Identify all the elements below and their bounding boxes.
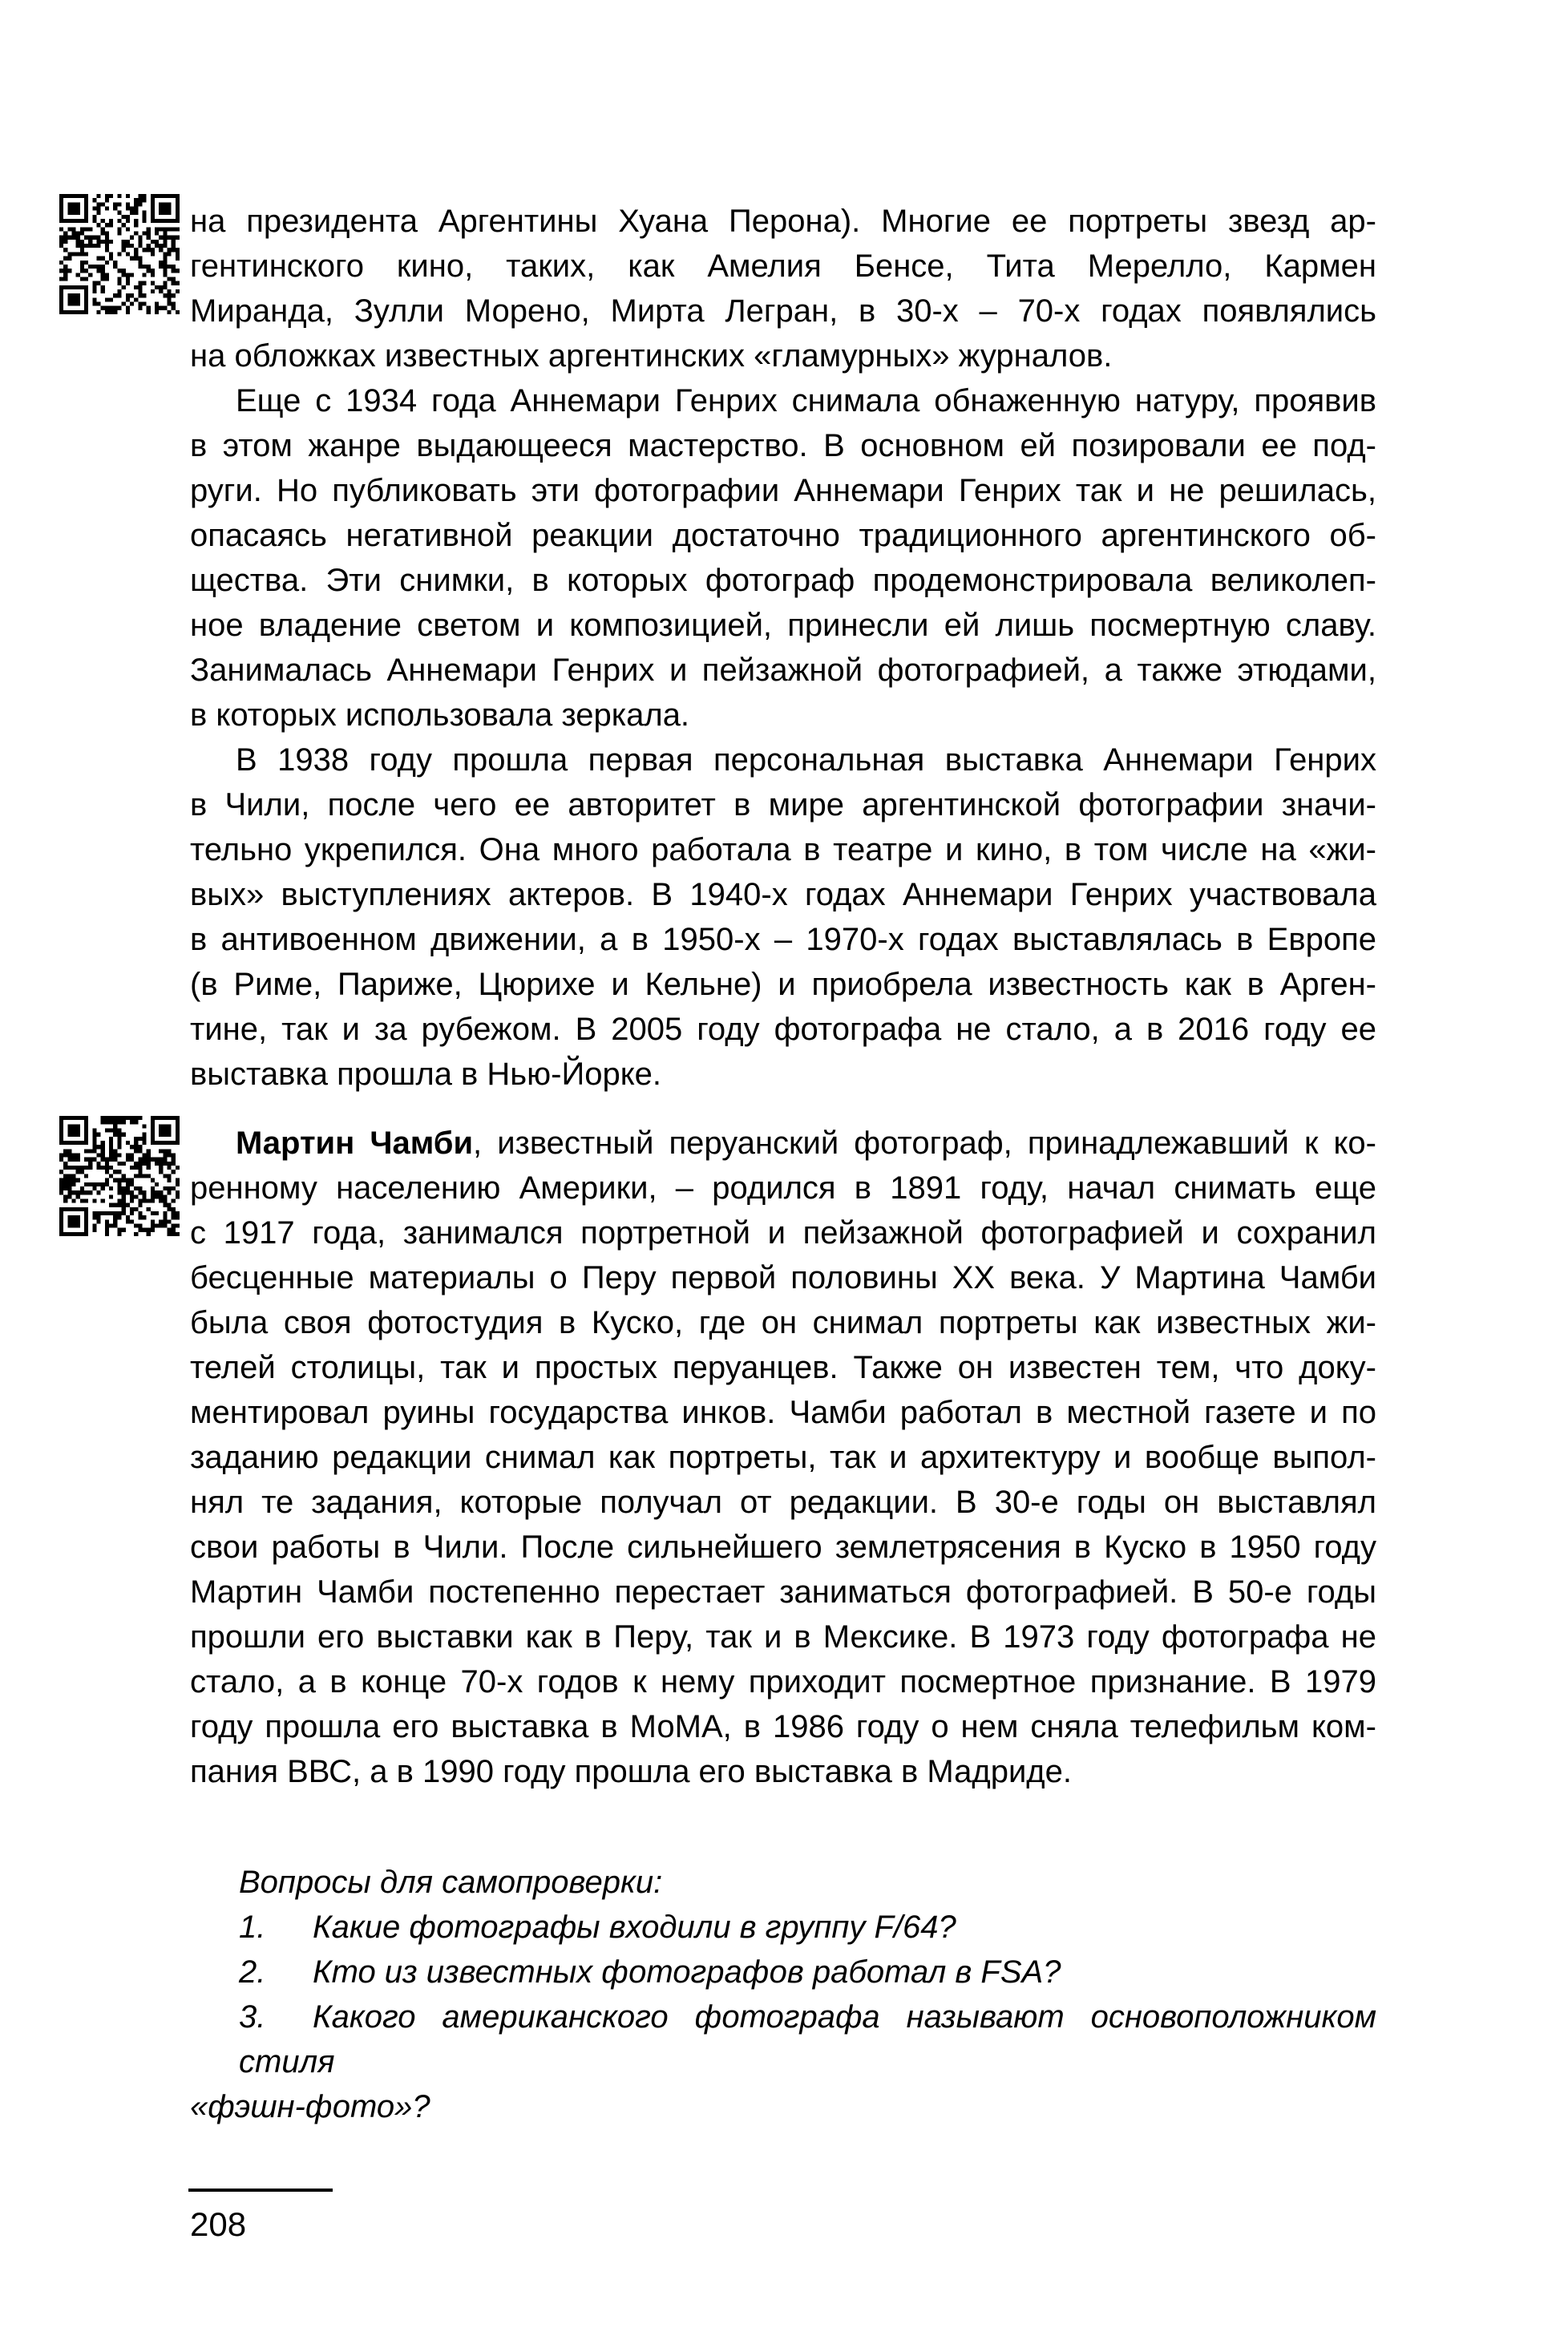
question-number: 1. <box>239 1910 266 1945</box>
text-line: пания ВВС, а в 1990 году прошла его выставка в Мадриде. <box>190 1754 1072 1789</box>
text-line: на президента Аргентины Хуана Перона). Многие ее портреты звезд ар- <box>190 204 1376 239</box>
text-line: Мартин Чамби, известный перуанский фотограф, принадлежавший к ко- <box>236 1126 1376 1161</box>
text-line: опасаясь негативной реакции достаточно традиционного аргентинского об- <box>190 518 1376 553</box>
page-number: 208 <box>190 2205 247 2243</box>
text-line: стало, а в конце 70-х годов к нему приходит посмертное признание. В 1979 <box>190 1664 1376 1700</box>
text-content <box>190 199 1376 2243</box>
qr-code <box>59 1116 180 1236</box>
qr-code <box>59 194 180 314</box>
text-line: ное владение светом и композицией, принесли ей лишь посмертную славу. <box>190 608 1376 643</box>
text-line: в этом жанре выдающееся мастерство. В основном ей позировали ее под- <box>190 428 1376 463</box>
text-line: свои работы в Чили. После сильнейшего землетрясения в Куско в 1950 году <box>190 1530 1376 1565</box>
text-line: году прошла его выставка в МоМА, в 1986 году о нем сняла телефильм ком- <box>190 1709 1376 1744</box>
text-line: Миранда, Зулли Морено, Мирта Легран, в 30-х – 70-х годах появлялись <box>190 293 1376 329</box>
text-line: гентинского кино, таких, как Амелия Бенсе, Тита Мерелло, Кармен <box>190 249 1376 284</box>
body-paragraphs <box>190 199 1376 1794</box>
text-line: тельно укрепился. Она много работала в театре и кино, в том числе на «жи- <box>190 832 1376 867</box>
self-check-questions <box>190 1860 1376 2129</box>
text-line: заданию редакции снимал как портреты, так и архитектуру и вообще выпол- <box>190 1440 1376 1475</box>
text-line: с 1917 года, занимался портретной и пейзажной фотографией и сохранил <box>190 1215 1376 1251</box>
text-line: выставка прошла в Нью-Йорке. <box>190 1057 662 1092</box>
question-item: 3. Какого американского фотографа называют основоположником стиля <box>190 1995 1376 2084</box>
text-line: руги. Но публиковать эти фотографии Аннемари Генрих так и не решилась, <box>190 473 1376 508</box>
text-line: Мартин Чамби постепенно перестает заниматься фотографией. В 50-е годы <box>190 1574 1376 1610</box>
text-line: Занималась Аннемари Генрих и пейзажной фотографией, а также этюдами, <box>190 653 1376 688</box>
text-line: Еще с 1934 года Аннемари Генрих снимала обнаженную натуру, проявив <box>236 383 1376 418</box>
question-item-continuation: «фэшн-фото»? <box>190 2089 430 2124</box>
text-line: вых» выступлениях актеров. В 1940-х годах Аннемари Генрих участвовала <box>190 877 1376 912</box>
text-line: в Чили, после чего ее авторитет в мире аргентинской фотографии значи- <box>190 787 1376 822</box>
paragraph <box>190 1121 1376 1794</box>
text-line: на обложках известных аргентинских «гламурных» журналов. <box>190 338 1113 374</box>
text-line: была своя фотостудия в Куско, где он снимал портреты как известных жи- <box>190 1305 1376 1340</box>
text-line: нял те задания, которые получал от редакции. В 30-е годы он выставлял <box>190 1485 1376 1520</box>
paragraph <box>190 738 1376 1097</box>
paragraph <box>190 378 1376 738</box>
text-line: (в Риме, Париже, Цюрихе и Кельне) и приобрела известность как в Арген- <box>190 967 1376 1002</box>
question-item: 1. Какие фотографы входили в группу F/64? <box>190 1905 1376 1950</box>
paragraph <box>190 199 1376 378</box>
text-line: прошли его выставки как в Перу, так и в Мексике. В 1973 году фотографа не <box>190 1619 1376 1655</box>
text-line: ментировал руины государства инков. Чамби работал в местной газете и по <box>190 1395 1376 1430</box>
text-line: бесценные материалы о Перу первой половины XX века. У Мартина Чамби <box>190 1260 1376 1295</box>
text-line: в которых использовала зеркала. <box>190 697 690 733</box>
text-line: в антивоенном движении, а в 1950-х – 1970-х годах выставлялась в Европе <box>190 922 1376 957</box>
bold-lead: Мартин Чамби <box>236 1126 474 1161</box>
question-number: 3. <box>239 1999 266 2035</box>
footer-rule <box>188 2189 333 2192</box>
text-line: тине, так и за рубежом. В 2005 году фотографа не стало, а в 2016 году ее <box>190 1012 1376 1047</box>
text-line: ренному населению Америки, – родился в 1891 году, начал снимать еще <box>190 1170 1376 1206</box>
text-line: телей столицы, так и простых перуанцев. Также он известен тем, что доку- <box>190 1350 1376 1385</box>
questions-heading: Вопросы для самопроверки: <box>239 1865 663 1900</box>
text-line: щества. Эти снимки, в которых фотограф продемонстрировала великолеп- <box>190 563 1376 598</box>
question-item: 2. Кто из известных фотографов работал в FSA? <box>190 1950 1376 1995</box>
text-line: В 1938 году прошла первая персональная выставка Аннемари Генрих <box>236 742 1376 778</box>
question-number: 2. <box>239 1954 266 1990</box>
page-footer <box>190 2189 1376 2243</box>
